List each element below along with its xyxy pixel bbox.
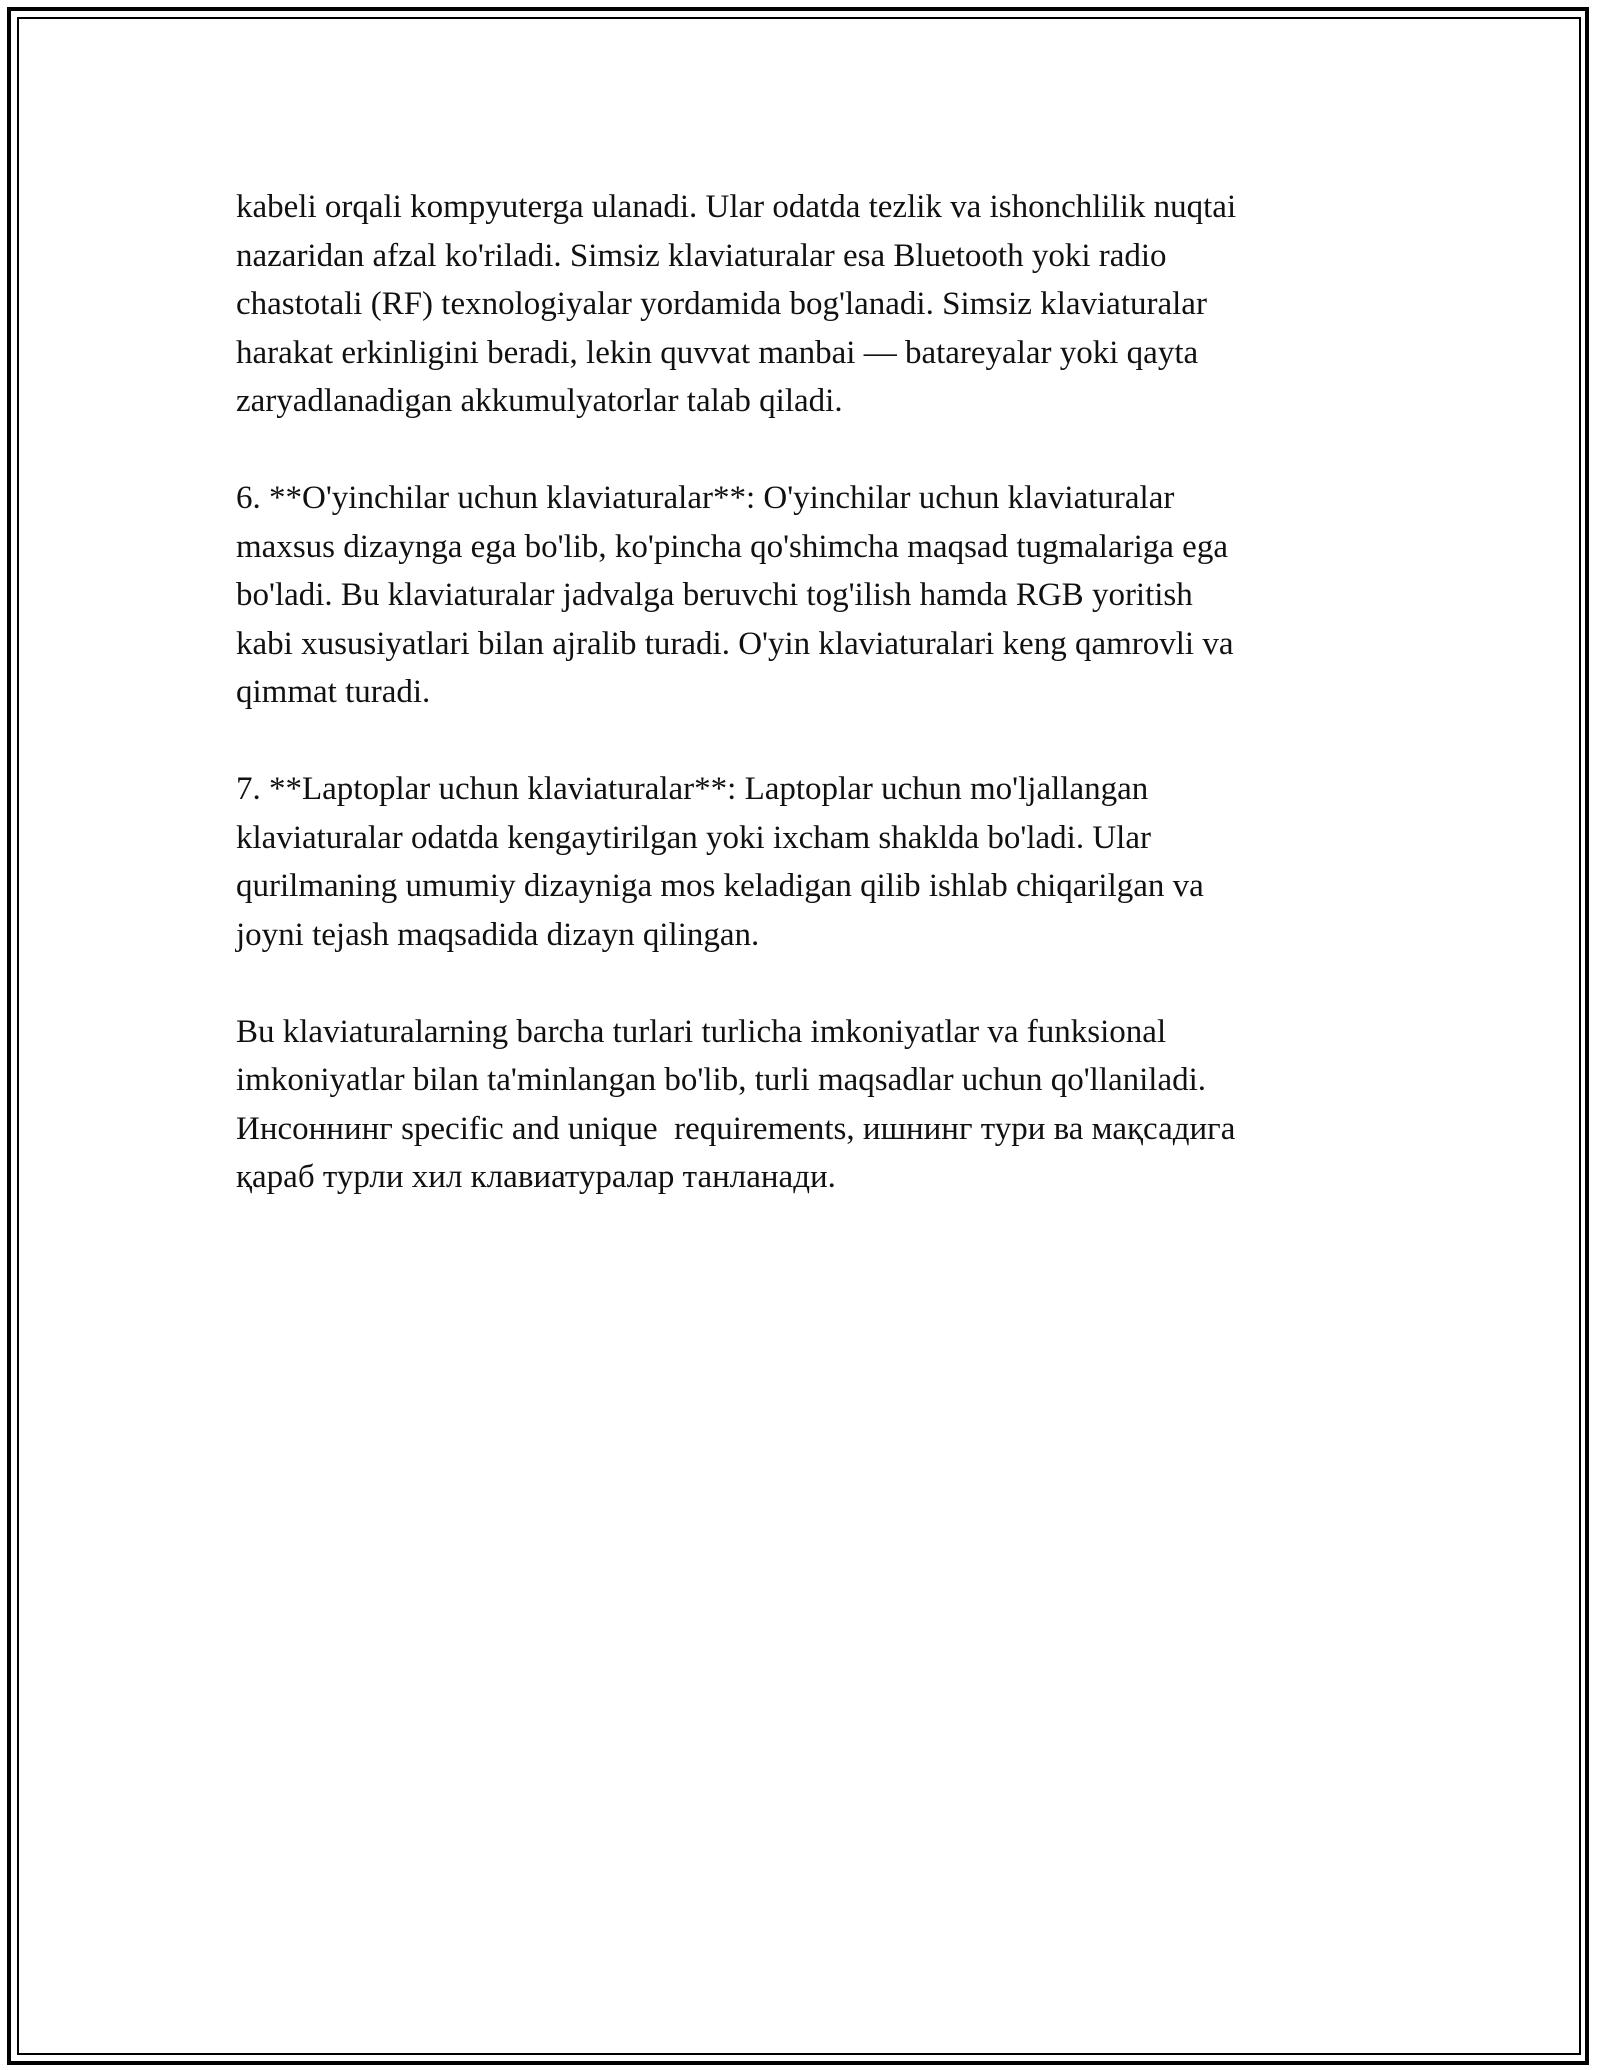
paragraph-gaming-keyboards: 6. **O'yinchilar uchun klaviaturalar**: O'yinchilar uchun klaviaturalar maxsus dizaynga ega bo'lib, ko'pincha qo'shimcha maqsad tugmalariga ega bo'ladi. Bu klaviaturalar jadvalga beruvchi tog'ilish hamda RGB yoritish kabi xususiyatlari bilan ajralib turadi. O'yin klaviaturalari keng qamrovli va qimmat turadi. [236, 480, 1234, 710]
paragraph-laptop-keyboards: 7. **Laptoplar uchun klaviaturalar**: Laptoplar uchun mo'ljallangan klaviaturalar odatda kengaytirilgan yoki ixcham shaklda bo'ladi. Ular qurilmaning umumiy dizayniga mos keladigan qilib ishlab chiqarilgan va joyni tejash maqsadida dizayn qilingan. [236, 771, 1204, 953]
paragraph-keyboard-connection: kabeli orqali kompyuterga ulanadi. Ular odatda tezlik va ishonchlilik nuqtai nazaridan afzal ko'riladi. Simsiz klaviaturalar esa Bluetooth yoki radio chastotali (RF) texnologiyalar yordamida bog'lanadi. Simsiz klaviaturalar harakat erkinligini beradi, lekin quvvat manbai — batareyalar yoki qayta zaryadlanadigan akkumulyatorlar talab qiladi. [236, 189, 1237, 419]
document-body [236, 183, 1366, 1202]
paragraph-conclusion: Bu klaviaturalarning barcha turlari turlicha imkoniyatlar va funksional imkoniyatlar bilan ta'minlangan bo'lib, turli maqsadlar uchun qo'llaniladi. Инсоннинг specific and unique requirements, ишнинг тури ва мақсадига қараб турли хил клавиатуралар танланади. [236, 1013, 1236, 1195]
